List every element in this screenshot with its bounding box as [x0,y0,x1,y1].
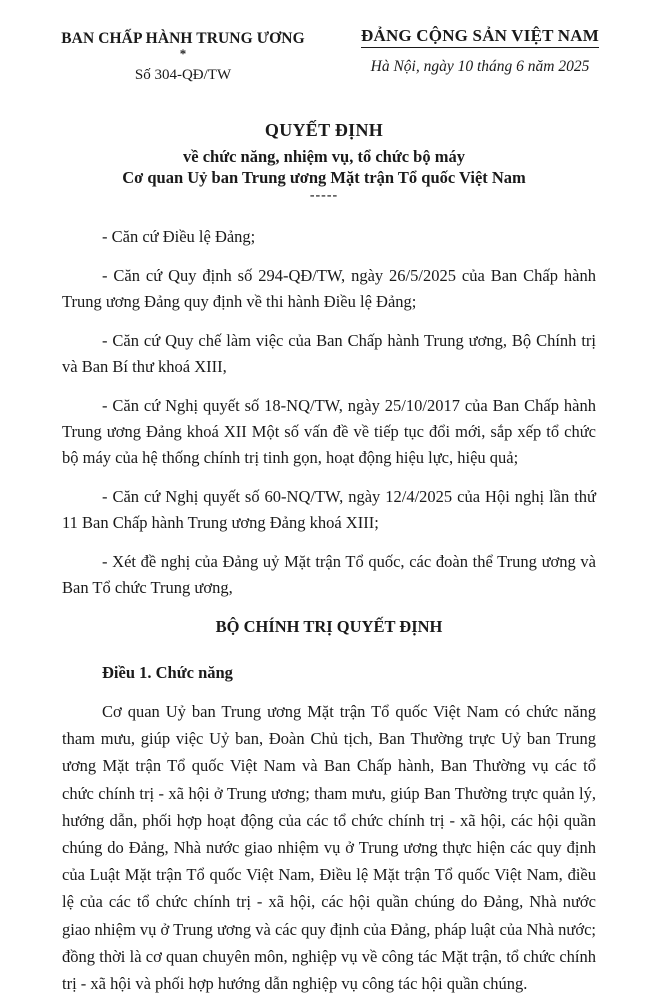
document-title: QUYẾT ĐỊNH [264,120,384,140]
star-separator: * [179,46,187,61]
place-date: Hà Nội, ngày 10 tháng 6 năm 2025 [370,58,590,75]
issuing-organization: BAN CHẤP HÀNH TRUNG ƯƠNG [61,30,305,47]
subtitle-line-1: về chức năng, nhiệm vụ, tổ chức bộ máy [183,147,465,166]
title-block [60,120,588,204]
document-number: Số 304-QĐ/TW [134,67,232,83]
party-block [352,26,608,76]
preamble-item: - Căn cứ Điều lệ Đảng; [102,227,256,246]
preamble-item: - Căn cứ Quy chế làm việc của Ban Chấp hành Trung ương, Bộ Chính trị và Ban Bí thư khoá XIII, [62,331,596,376]
preamble-item: - Căn cứ Quy định số 294-QĐ/TW, ngày 26/5/2025 của Ban Chấp hành Trung ương Đảng quy định về thi hành Điều lệ Đảng; [62,266,596,311]
title-separator: ----- [309,188,339,203]
article-1-heading: Điều 1. Chức năng [102,663,233,682]
preamble-item: - Căn cứ Nghị quyết số 60-NQ/TW, ngày 12/4/2025 của Hội nghị lần thứ 11 Ban Chấp hành Trung ương Đảng khoá XIII; [62,487,596,532]
document-body [62,224,596,997]
preamble-item: - Căn cứ Nghị quyết số 18-NQ/TW, ngày 25/10/2017 của Ban Chấp hành Trung ương Đảng khoá XII Một số vấn đề về tiếp tục đổi mới, sắp xếp tổ chức bộ máy của hệ thống chính trị tinh gọn, hoạt động hiệu lực, hiệu quả; [62,396,596,467]
subtitle-line-2: Cơ quan Uỷ ban Trung ương Mặt trận Tổ quốc Việt Nam [122,168,526,187]
decision-heading: BỘ CHÍNH TRỊ QUYẾT ĐỊNH [215,617,443,636]
preamble-item: - Xét đề nghị của Đảng uỷ Mặt trận Tổ quốc, các đoàn thể Trung ương và Ban Tổ chức Trung ương, [62,552,596,597]
party-name: ĐẢNG CỘNG SẢN VIỆT NAM [361,26,599,48]
issuer-block [52,30,314,84]
article-1-body: Cơ quan Uỷ ban Trung ương Mặt trận Tổ quốc Việt Nam có chức năng tham mưu, giúp việc Uỷ ban, Đoàn Chủ tịch, Ban Thường trực Uỷ ban Trung ương Mặt trận Tổ quốc Việt Nam và Ban Chấp hành, Ban Thường vụ các tổ chức chính trị - xã hội ở Trung ương; tham mưu, giúp Ban Thường trực quản lý, hướng dẫn, phối hợp hoạt động của các tổ chức chính trị - xã hội, các hội quần chúng do Đảng, Nhà nước giao nhiệm vụ ở Trung ương thực hiện các quy định của Luật Mặt trận Tổ quốc Việt Nam, Điều lệ Mặt trận Tổ quốc Việt Nam, điều lệ của các tổ chức chính trị - xã hội, các hội quần chúng do Đảng, Nhà nước giao nhiệm vụ ở Trung ương và các quy định của Đảng, pháp luật của Nhà nước; đồng thời là cơ quan chuyên môn, nghiệp vụ về công tác Mặt trận, tổ chức chính trị - xã hội và phối hợp hướng dẫn nghiệp vụ công tác hội quần chúng. [62,702,596,994]
